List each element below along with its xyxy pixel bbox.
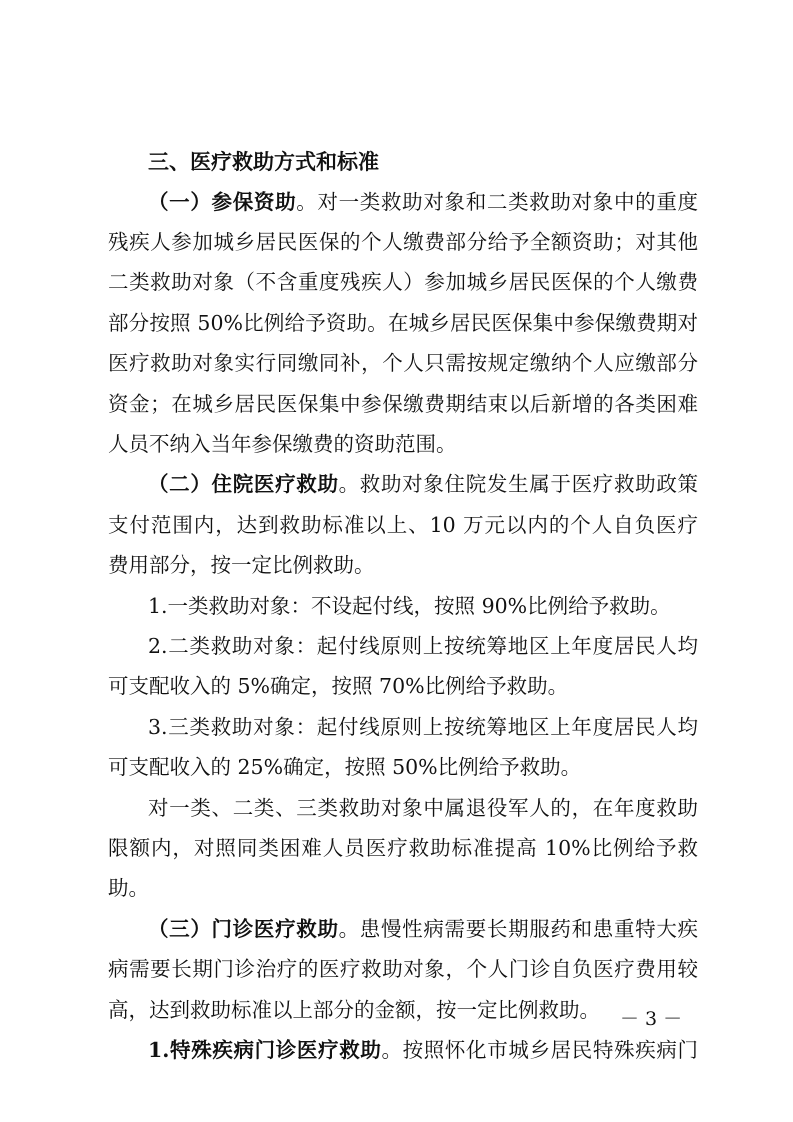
paragraph-line: 2.二类救助对象：起付线原则上按统筹地区上年度居民人均 — [148, 634, 698, 658]
paragraph-line: 医疗救助对象实行同缴同补，个人只需按规定缴纳个人应缴部分 — [108, 351, 698, 375]
paragraph-text: 。患慢性病需要长期服药和患重特大疾 — [338, 917, 699, 941]
paragraph-lead: 1.特殊疾病门诊医疗救助 — [148, 1038, 382, 1062]
section-heading: 三、医疗救助方式和标准 — [148, 149, 379, 174]
page-number: － 3 － — [620, 1008, 683, 1030]
paragraph-line: 费用部分，按一定比例救助。 — [108, 553, 375, 577]
paragraph-line — [148, 1030, 698, 1070]
paragraph-line: 可支配收入的 5%确定，按照 70%比例给予救助。 — [108, 674, 569, 698]
paragraph-line: 人员不纳入当年参保缴费的资助范围。 — [108, 432, 457, 456]
paragraph-line: 二类救助对象（不含重度残疾人）参加城乡居民医保的个人缴费 — [108, 270, 698, 294]
paragraph-lead: （三）门诊医疗救助 — [148, 917, 339, 941]
paragraph-line: 3.三类救助对象：起付线原则上按统筹地区上年度居民人均 — [148, 715, 698, 739]
paragraph-text: 。对一类救助对象和二类救助对象中的重度 — [296, 190, 699, 214]
paragraph-text: 。救助对象住院发生属于医疗救助政策 — [338, 472, 699, 496]
paragraph-line: 残疾人参加城乡居民医保的个人缴费部分给予全额资助；对其他 — [108, 230, 698, 254]
paragraph-line: 可支配收入的 25%确定，按照 50%比例给予救助。 — [108, 755, 582, 779]
paragraph-line: 助。 — [108, 876, 149, 900]
paragraph-line: 部分按照 50%比例给予资助。在城乡居民医保集中参保缴费期对 — [108, 311, 698, 335]
paragraph-line: 病需要长期门诊治疗的医疗救助对象，个人门诊自负医疗费用较 — [108, 957, 698, 981]
paragraph-lead: （一）参保资助 — [148, 190, 297, 214]
paragraph-line: 高，达到救助标准以上部分的金额，按一定比例救助。 — [108, 998, 600, 1022]
paragraph-line: 1.一类救助对象：不设起付线，按照 90%比例给予救助。 — [148, 594, 671, 618]
paragraph-line: 限额内，对照同类困难人员医疗救助标准提高 10%比例给予救 — [108, 836, 698, 860]
paragraph-line — [148, 464, 698, 504]
paragraph-line — [148, 182, 698, 222]
paragraph-line: 支付范围内，达到救助标准以上、10 万元以内的个人自负医疗 — [108, 513, 698, 537]
paragraph-text: 。按照怀化市城乡居民特殊疾病门 — [381, 1038, 698, 1062]
paragraph-line — [148, 909, 698, 949]
paragraph-line: 对一类、二类、三类救助对象中属退役军人的，在年度救助 — [148, 796, 698, 820]
paragraph-line: 资金；在城乡居民医保集中参保缴费期结束以后新增的各类困难 — [108, 392, 698, 416]
paragraph-lead: （二）住院医疗救助 — [148, 472, 339, 496]
